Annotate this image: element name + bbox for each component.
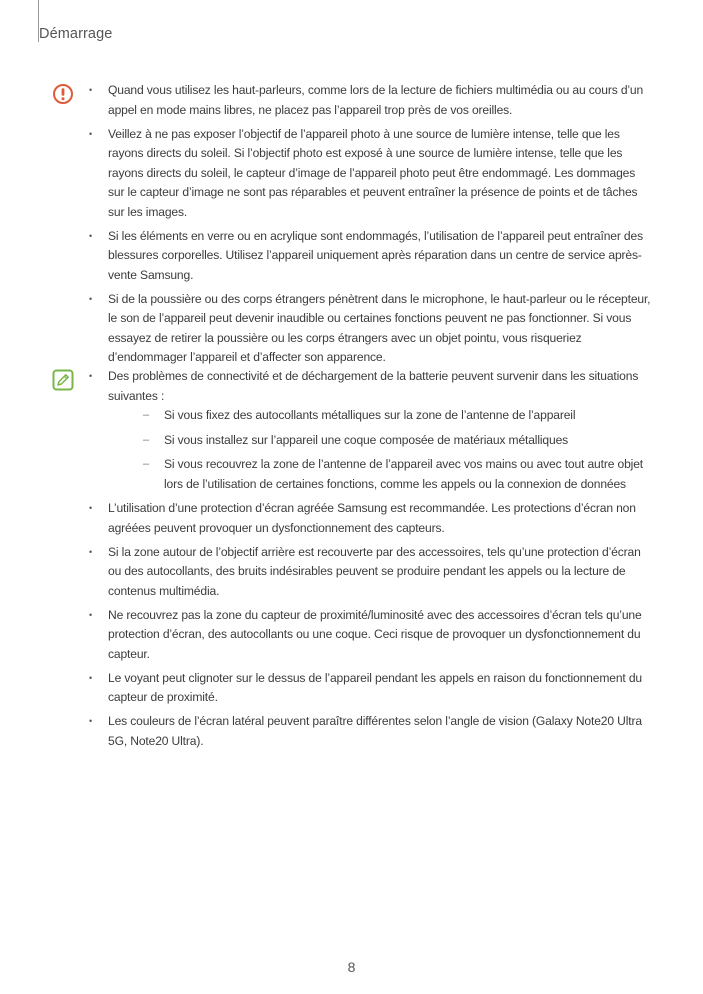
caution-list [52, 81, 652, 368]
note-item: • Le voyant peut clignoter sur le dessus de l’appareil pendant les appels en raison du fonctionnement du capteur de proximité. [108, 669, 652, 708]
page-number: 8 [347, 959, 356, 975]
note-block [52, 367, 652, 756]
caution-item: • Si les éléments en verre ou en acrylique sont endommagés, l’utilisation de l’appareil peut entraîner des blessures corporelles. Utilisez l’appareil uniquement après réparation dans un centre de service après-vente Samsung. [108, 227, 652, 286]
note-sub-item: – Si vous fixez des autocollants métalliques sur la zone de l’antenne de l’appareil [164, 406, 652, 426]
note-sub-item: – Si vous installez sur l’appareil une coque composée de matériaux métalliques [164, 431, 652, 451]
note-list [52, 367, 652, 751]
note-item-text: Des problèmes de connectivité et de déchargement de la batterie peuvent survenir dans les situations suivantes : [108, 369, 639, 403]
note-item [108, 367, 652, 494]
caution-exclamation-icon [52, 83, 74, 105]
note-item: • Les couleurs de l’écran latéral peuvent paraître différentes selon l’angle de vision (Galaxy Note20 Ultra 5G, Note20 Ultra). [108, 712, 652, 751]
note-item: • Si la zone autour de l’objectif arrière est recouverte par des accessoires, tels qu’une protection d’écran ou des autocollants, des bruits indésirables peuvent se produire pendant les appels ou la lecture de contenus multimédia. [108, 543, 652, 602]
caution-item: • Veillez à ne pas exposer l’objectif de l’appareil photo à une source de lumière intense, telle que les rayons directs du soleil. Si l’objectif photo est exposé à une source de lumière intense, telle que les rayons directs du soleil, le capteur d’image de l’appareil photo peut être endommagé. Les dommages sur le capteur d’image ne sont pas réparables et peuvent entraîner la présence de points et de tâches sur les images. [108, 125, 652, 223]
caution-item: • Quand vous utilisez les haut-parleurs, comme lors de la lecture de fichiers multimédia ou au cours d’un appel en mode mains libres, ne placez pas l’appareil trop près de vos oreilles. [108, 81, 652, 120]
section-title: Démarrage [39, 26, 113, 42]
note-sub-item: – Si vous recouvrez la zone de l’antenne de l’appareil avec vos mains ou avec tout autre objet lors de l’utilisation de certaines fonctions, comme les appels ou la connexion de données [164, 455, 652, 494]
caution-item: • Si de la poussière ou des corps étrangers pénètrent dans le microphone, le haut-parleur ou le récepteur, le son de l’appareil peut devenir inaudible ou certaines fonctions peuvent ne pas fonctionner. Si vous essayez de retirer la poussière ou les corps étrangers avec un objet pointu, vous risqueriez d’endommager l’appareil et d’affecter son apparence. [108, 290, 652, 368]
note-pencil-icon [52, 369, 74, 391]
caution-block [52, 81, 652, 372]
note-sub-list [108, 406, 652, 494]
page-header [38, 0, 113, 42]
note-item: • L’utilisation d’une protection d’écran agréée Samsung est recommandée. Les protections d’écran non agréées peuvent provoquer un dysfonctionnement des capteurs. [108, 499, 652, 538]
note-item: • Ne recouvrez pas la zone du capteur de proximité/luminosité avec des accessoires d’écran tels qu’une protection d’écran, des autocollants ou une coque. Ceci risque de provoquer un dysfonctionnement du capteur. [108, 606, 652, 665]
